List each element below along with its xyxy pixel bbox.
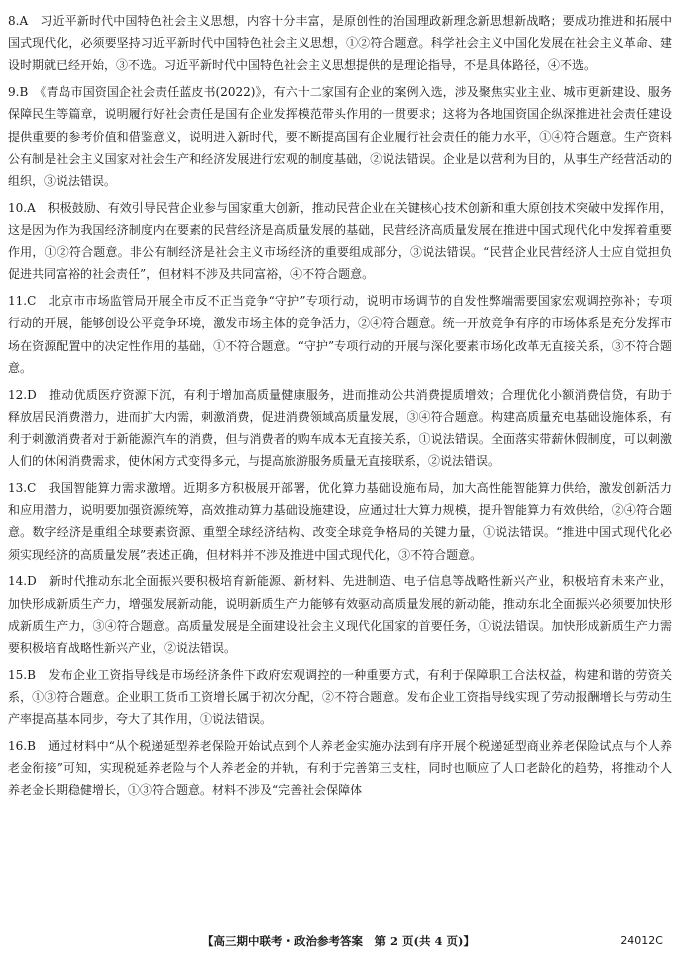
answer-item-14 [8,570,672,659]
answer-item-16 [8,735,672,802]
answer-item-8 [8,10,672,77]
answer-text: 12.D 推动优质医疗资源下沉，有利于增加高质量健康服务，进而推动公共消费提质增效；合理优化小额消费信贷，有助于释放居民消费潜力，进而扩大内需，刺激消费，促进消费领域高质量发展，③④符合题意。构建高质量充电基础设施体系，有利于刺激消费者对于新能源汽车的消费，但与消费者的购车成本无直接关系，①说法错误。全面落实带薪休假制度，可以刺激人们的休闲消费需求，使休闲方式变得多元，与提高旅游服务质量无直接联系，②说法错误。 [8,387,672,469]
answer-text: 11.C 北京市市场监管局开展全市反不正当竞争“守护”专项行动，说明市场调节的自发性弊端需要国家宏观调控弥补；专项行动的开展，能够创设公平竞争环境，激发市场主体的竞争活力，②④符合题意。统一开放竞争有序的市场体系是充分发挥市场在资源配置中的决定性作用的基础，①不符合题意。“守护”专项行动的开展与深化要素市场化改革无直接关系，③不符合题意。 [8,294,672,375]
answer-item-13 [8,477,672,566]
answer-text: 14.D 新时代推动东北全面振兴要积极培育新能源、新材料、先进制造、电子信息等战略性新兴产业，积极培育未来产业，加快形成新质生产力，增强发展新动能，说明新质生产力能够有效驱动高质量发展的新动能，推动东北全面振兴必须要加快形成新质生产力，③④符合题意。高质量发展是全面建设社会主义现代化国家的首要任务，①说法错误。加快形成新质生产力需要积极培育战略性新兴产业，②说法错误。 [8,574,672,656]
footer-title: 【高三期中联考・政治参考答案 第 2 页(共 4 页)】 [202,934,475,948]
answer-text: 10.A 积极鼓励、有效引导民营企业参与国家重大创新，推动民营企业在关键核心技术创新和重大原创技术突破中发挥作用，这是因为作为我国经济制度内在要素的民营经济是高质量发展的基础，民营经济高质量发展在推进中国式现代化中发挥着重要作用，①②符合题意。非公有制经济是社会主义市场经济的重要组成部分，③说法错误。“民营企业民营经济人士应自觉担负促进共同富裕的社会责任”，但材料不涉及共同富裕，④不符合题意。 [8,200,672,282]
page-footer [0,932,677,950]
answer-item-11 [8,290,672,379]
answer-text: 9.B 《青岛市国资国企社会责任蓝皮书(2022)》，有六十二家国有企业的案例入选，涉及聚焦实业主业、城市更新建设、服务保障民生等篇章，说明履行好社会责任是国有企业发挥模范带头作用的一贯要求；这将为各地国资国企纵深推进社会责任建设提供重要的参考价值和借鉴意义，说明进入新时代，要不断提高国有企业履行社会责任的能力水平，①④符合题意。生产资料公有制是社会主义国家对社会生产和经济发展进行宏观的制度基础，②说法错误。企业是以营利为目的，从事生产经营活动的组织，③说法错误。 [8,85,672,189]
footer-code: 24012C [620,934,663,947]
answer-list [8,10,672,806]
answer-item-10 [8,197,672,286]
answer-text: 13.C 我国智能算力需求激增。近期多方积极展开部署，优化算力基础设施布局，加大高性能智能算力供给，激发创新活力和应用潜力，说明要加强资源统筹，高效推动算力基础设施建设，应通过壮大算力规模，提升智能算力有效供给，②④符合题意。数字经济是重组全球要素资源、重塑全球经济结构、改变全球竞争格局的关键力量，①说法错误。“推进中国式现代化必须实现经济的高质量发展”表述正确，但材料并不涉及推进中国式现代化，③不符合题意。 [8,481,672,562]
answer-text: 15.B 发布企业工资指导线是市场经济条件下政府宏观调控的一种重要方式，有利于保障职工合法权益，构建和谐的劳资关系，①③符合题意。企业职工货币工资增长属于初次分配，②不符合题意。发布企业工资指导线实现了劳动报酬增长与劳动生产率提高基本同步，夸大了其作用，①说法错误。 [8,667,672,727]
answer-text: 16.B 通过材料中“从个税递延型养老保险开始试点到个人养老金实施办法到有序开展个税递延型商业养老保险试点与个人养老金衔接”可知，实现税延养老险与个人养老金的并轨，有利于完善第三支柱，同时也顺应了人口老龄化的趋势，将推动个人养老金长期稳健增长，①③符合题意。材料不涉及“完善社会保障体 [8,739,672,798]
answer-item-9 [8,81,672,192]
answer-item-15 [8,664,672,731]
answer-text: 8.A 习近平新时代中国特色社会主义思想，内容十分丰富，是原创性的治国理政新理念新思想新战略；要成功推进和拓展中国式现代化，必须要坚持习近平新时代中国特色社会主义思想，①②符合题意。科学社会主义中国化发展在社会主义革命、建设时期就已经开始，③不选。习近平新时代中国特色社会主义思想提供的是理论指导，不是具体路径，④不选。 [8,14,672,73]
answer-item-12 [8,384,672,473]
